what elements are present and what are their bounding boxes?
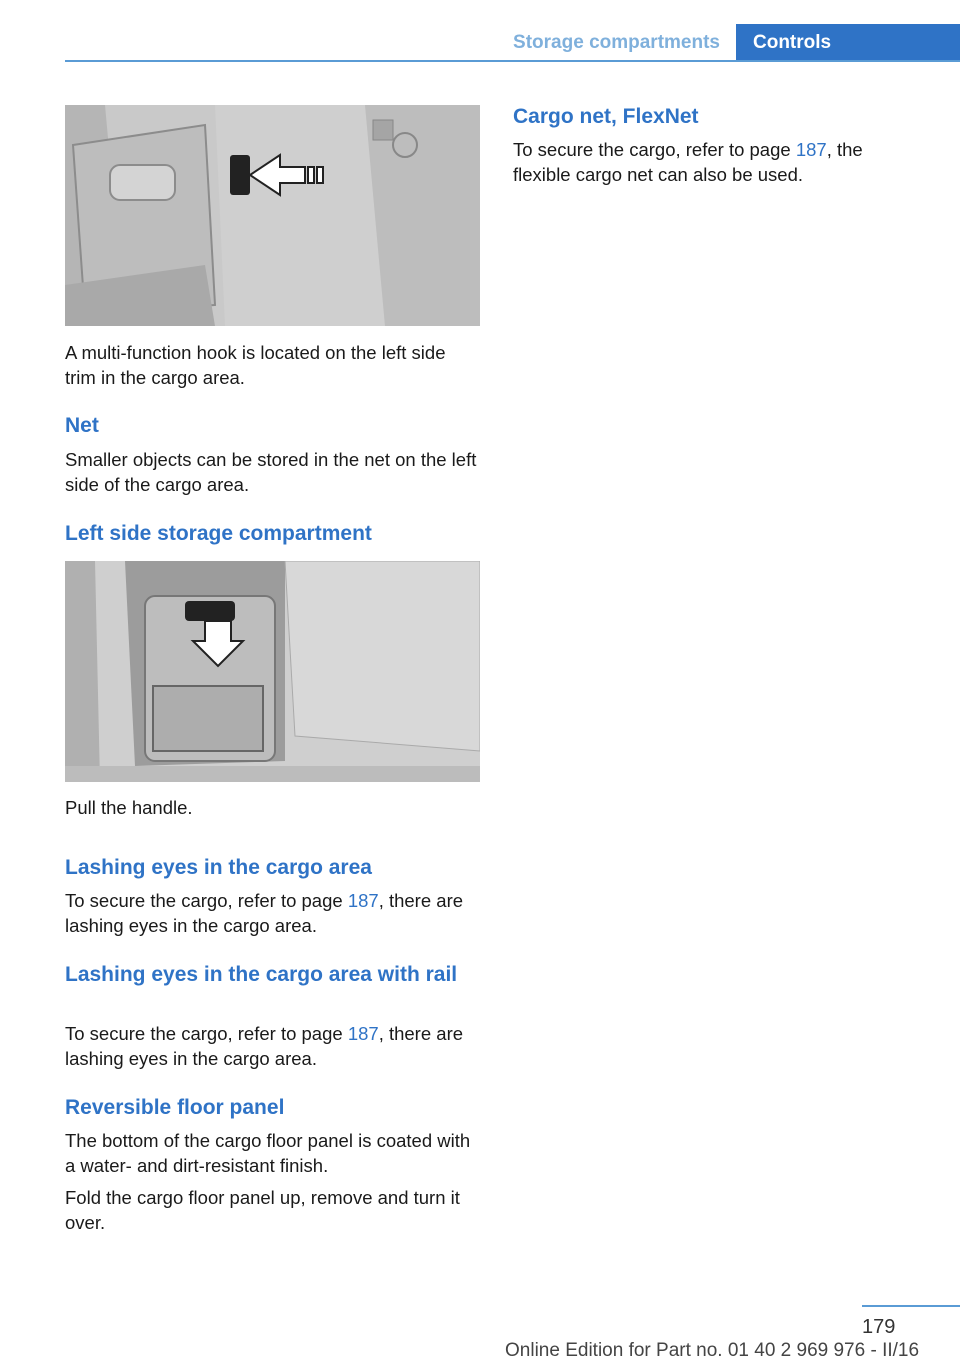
rail-text: To secure the cargo, refer to page 187, there are lashing eyes in the cargo area. — [65, 1023, 464, 1069]
pull-handle-text: Pull the handle. — [65, 797, 193, 818]
page-link[interactable]: 187 — [347, 890, 379, 911]
floor-text-2: Fold the cargo floor panel up, remove and turn it over. — [65, 1187, 460, 1233]
storage-heading: Left side storage compartment — [65, 522, 372, 545]
net-text: Smaller objects can be stored in the net on the left side of the cargo area. — [65, 449, 477, 495]
page-link[interactable]: 187 — [347, 1023, 379, 1044]
floor-text-1: The bottom of the cargo floor panel is coated with a water- and dirt-resistant finish. — [65, 1130, 471, 1176]
rail-heading: Lashing eyes in the cargo area with rail — [65, 963, 458, 986]
page-number: 179 — [862, 1316, 896, 1338]
cargo-net-text: To secure the cargo, refer to page 187, the flexible cargo net can also be used. — [513, 139, 863, 185]
floor-heading: Reversible floor panel — [65, 1096, 285, 1119]
header-rule — [65, 60, 960, 62]
edition-line: Online Edition for Part no. 01 40 2 969 976 - II/16 — [505, 1340, 920, 1361]
page-header — [65, 24, 960, 62]
section-title: Storage compartments — [513, 32, 720, 53]
lashing-text: To secure the cargo, refer to page 187, there are lashing eyes in the cargo area. — [65, 890, 464, 936]
chapter-tab[interactable]: Controls — [736, 24, 960, 62]
hook-caption: A multi-function hook is located on the left side trim in the cargo area. — [65, 342, 446, 388]
multi-function-hook-illustration — [65, 105, 480, 326]
cargo-net-heading: Cargo net, FlexNet — [513, 105, 699, 128]
lashing-heading: Lashing eyes in the cargo area — [65, 856, 372, 879]
left-side-compartment-illustration — [65, 561, 480, 782]
page-link[interactable]: 187 — [795, 139, 827, 160]
footer-rule — [862, 1305, 960, 1307]
net-heading: Net — [65, 414, 99, 437]
